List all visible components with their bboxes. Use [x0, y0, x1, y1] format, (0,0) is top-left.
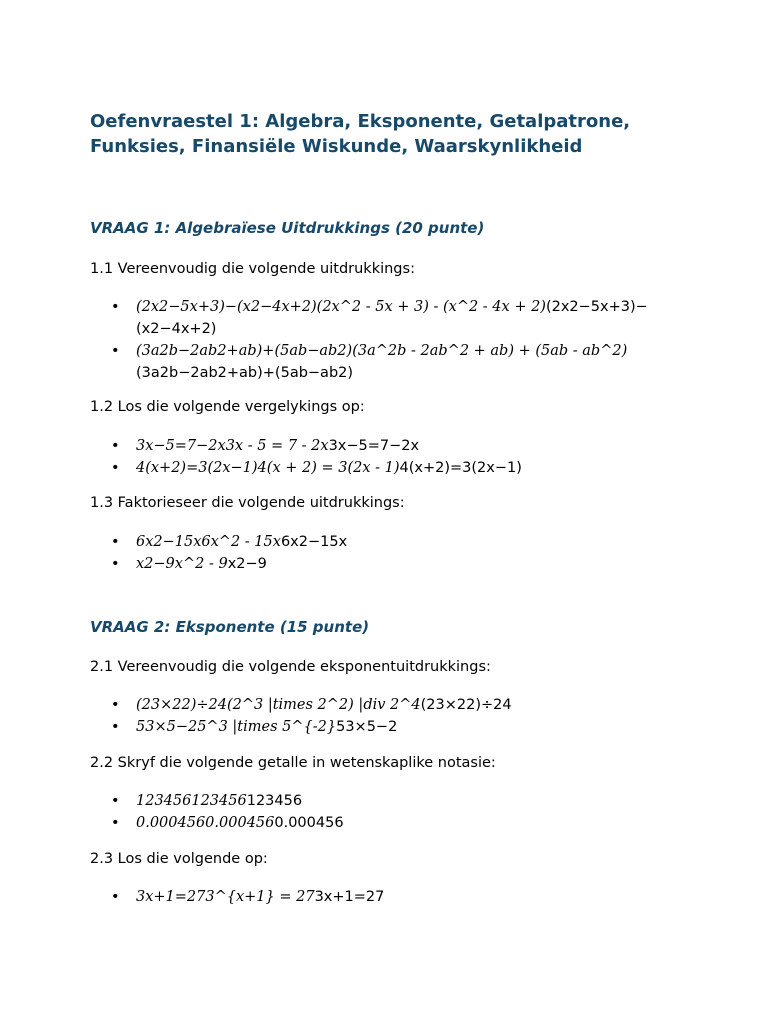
math-text: 0.000456 — [274, 815, 344, 831]
math-text: 3x+1=27 — [314, 889, 385, 905]
list-item — [0, 812, 676, 834]
math-text: 6x2−15x — [280, 534, 348, 550]
math-expression: 0.0004560.000456 — [136, 815, 275, 831]
question-2-2-prompt: 2.2 Skryf die volgende getalle in wetenskaplike notasie: — [90, 755, 496, 771]
list-item — [0, 553, 676, 575]
list-item — [0, 457, 676, 479]
question-2-3-prompt: 2.3 Los die volgende op: — [90, 851, 268, 867]
question-2-1-prompt: 2.1 Vereenvoudig die volgende eksponentuitdrukkings: — [90, 659, 491, 675]
list-item — [0, 694, 676, 716]
math-text: x2−9 — [227, 556, 267, 572]
question-2-1-list — [0, 694, 676, 738]
math-expression: 4(x+2)=3(2x−1)4(x + 2) = 3(2x - 1) — [136, 460, 400, 476]
math-expression: x2−9x^2 - 9 — [136, 556, 228, 572]
list-item — [0, 531, 676, 553]
math-text: (23×22)÷24 — [420, 697, 512, 713]
math-expression: 53×5−25^3 |times 5^{-2} — [136, 719, 337, 735]
question-1-1-list — [0, 296, 676, 384]
question-1-1-prompt: 1.1 Vereenvoudig die volgende uitdrukkings: — [90, 261, 415, 277]
question-1-heading: VRAAG 1: Algebraïese Uitdrukkings (20 punte) — [90, 219, 485, 237]
question-2-3-list — [0, 886, 676, 908]
list-item — [0, 340, 676, 384]
title-line-1: Oefenvraestel 1: Algebra, Eksponente, Getalpatrone, — [90, 111, 631, 132]
question-1-2-prompt: 1.2 Los die volgende vergelykings op: — [90, 399, 365, 415]
math-text: 4(x+2)=3(2x−1) — [399, 460, 522, 476]
math-text: (2x2−5x+3)− — [545, 299, 648, 315]
list-item — [0, 716, 676, 738]
math-expression: (3a2b−2ab2+ab)+(5ab−ab2)(3a^2b - 2ab^2 + ab) + (5ab - ab^2) — [136, 343, 628, 359]
math-expression: (23×22)÷24(2^3 |times 2^2) |div 2^4 — [136, 697, 421, 713]
question-2-heading: VRAAG 2: Eksponente (15 punte) — [90, 618, 370, 636]
math-text: 123456 — [246, 793, 303, 809]
document-title — [90, 109, 730, 159]
math-text-continued: (x2−4x+2) — [136, 321, 217, 337]
math-expression: 3x+1=273^{x+1} = 27 — [136, 889, 315, 905]
math-text: 3x−5=7−2x — [328, 438, 420, 454]
list-item — [0, 435, 676, 457]
math-expression: 123456123456 — [136, 793, 247, 809]
list-item — [0, 296, 676, 340]
question-1-2-list — [0, 435, 676, 479]
list-item — [0, 790, 676, 812]
math-text-continued: (3a2b−2ab2+ab)+(5ab−ab2) — [136, 365, 354, 381]
math-expression: (2x2−5x+3)−(x2−4x+2)(2x^2 - 5x + 3) - (x^2 - 4x + 2) — [136, 299, 546, 315]
question-2-2-list — [0, 790, 676, 834]
math-text: 53×5−2 — [336, 719, 398, 735]
list-item — [0, 886, 676, 908]
math-expression: 6x2−15x6x^2 - 15x — [136, 534, 281, 550]
title-line-2: Funksies, Finansiële Wiskunde, Waarskynlikheid — [90, 136, 583, 157]
math-expression: 3x−5=7−2x3x - 5 = 7 - 2x — [136, 438, 329, 454]
question-1-3-prompt: 1.3 Faktorieseer die volgende uitdrukkings: — [90, 495, 405, 511]
question-1-3-list — [0, 531, 676, 575]
